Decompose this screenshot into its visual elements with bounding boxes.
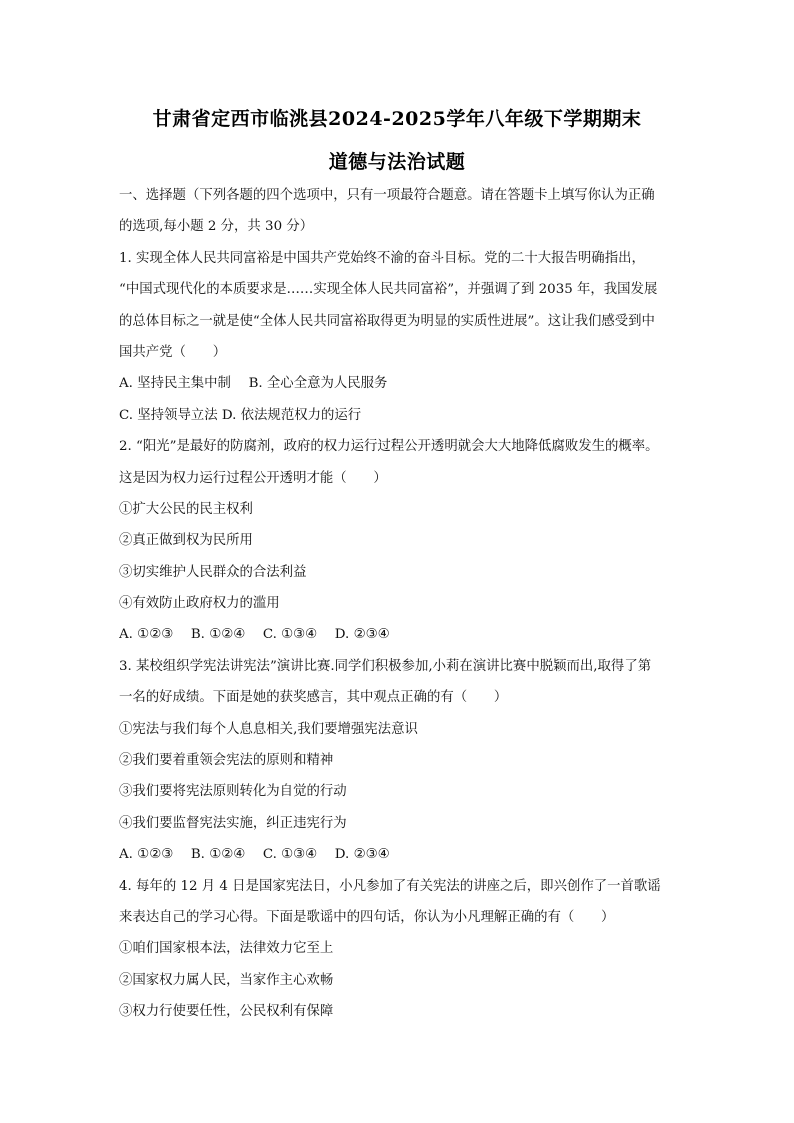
question-2-item: ②真正做到权为民所用 [119, 533, 253, 549]
question-1-options: C. 坚持领导立法 D. 依法规范权力的运行 [119, 407, 362, 423]
document-subtitle: 道德与法治试题 [328, 151, 466, 173]
document-body [119, 180, 687, 1028]
question-3-options: A. ①②③ B. ①②④ C. ①③④ D. ②③④ [119, 847, 390, 863]
question-4-item: ③权力行使要任性，公民权利有保障 [119, 1004, 334, 1020]
question-1-text: 国共产党（ ） [119, 344, 227, 360]
section-heading-cont: 的选项,每小题 2 分，共 30 分） [119, 219, 314, 235]
question-2-text: 这是因为权力运行过程公开透明才能（ ） [119, 470, 387, 486]
question-2-text: 2. “阳光”是最好的防腐剂，政府的权力运行过程公开透明就会大大地降低腐败发生的概率。 [119, 439, 659, 455]
question-4-text: 4. 每年的 12 月 4 日是国家宪法日，小凡参加了有关宪法的讲座之后，即兴创作了一首歌谣 [119, 878, 661, 894]
question-2-item: ③切实维护人民群众的合法利益 [119, 564, 307, 580]
question-3-item: ③我们要将宪法原则转化为自觉的行动 [119, 784, 347, 800]
question-1-text: “中国式现代化的本质要求是……实现全体人民共同富裕”，并强调了到 2035 年，我国发展 [119, 282, 658, 298]
question-3-text: 3. 某校组织学宪法讲宪法”演讲比赛.同学们积极参加,小莉在演讲比赛中脱颖而出,取得了第 [119, 658, 652, 674]
question-2-item: ①扩大公民的民主权利 [119, 501, 253, 517]
question-3-text: 一名的好成绩。下面是她的获奖感言，其中观点正确的有（ ） [119, 690, 508, 706]
question-3-item: ④我们要监督宪法实施，纠正违宪行为 [119, 815, 347, 831]
question-4-item: ②国家权力属人民，当家作主心欢畅 [119, 972, 334, 988]
question-1-options: A. 坚持民主集中制 B. 全心全意为人民服务 [119, 376, 388, 392]
question-4-item: ①咱们国家根本法，法律效力它至上 [119, 941, 334, 957]
question-3-item: ①宪法与我们每个人息息相关,我们要增强宪法意识 [119, 721, 418, 737]
question-4-text: 来表达自己的学习心得。下面是歌谣中的四句话，你认为小凡理解正确的有（ ） [119, 909, 615, 925]
question-1-text: 1. 实现全体人民共同富裕是中国共产党始终不渝的奋斗目标。党的二十大报告明确指出， [119, 250, 645, 266]
section-heading: 一、选择题（下列各题的四个选项中，只有一项最符合题意。请在答题卡上填写你认为正确 [119, 188, 655, 203]
question-2-options: A. ①②③ B. ①②④ C. ①③④ D. ②③④ [119, 627, 390, 643]
question-3-item: ②我们要着重领会宪法的原则和精神 [119, 753, 334, 769]
question-1-text: 的总体目标之一就是使“全体人民共同富裕取得更为明显的实质性进展”。这让我们感受到中 [119, 313, 655, 329]
question-2-item: ④有效防止政府权力的滥用 [119, 596, 280, 612]
document-title: 甘肃省定西市临洮县2024-2025学年八年级下学期期末 [152, 108, 642, 130]
